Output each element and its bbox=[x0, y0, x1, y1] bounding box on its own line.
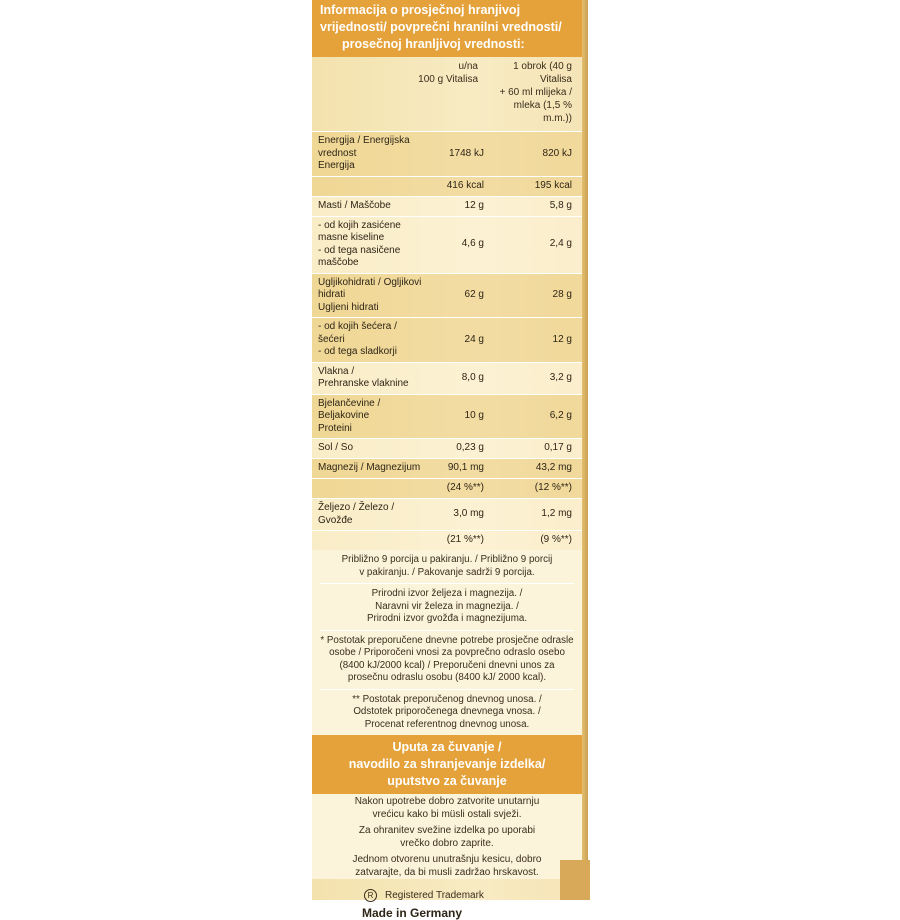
package-edge bbox=[582, 0, 588, 900]
nutrient-label: Energija / Energijska vrednost Energija bbox=[318, 135, 410, 171]
table-row bbox=[312, 478, 582, 498]
table-row bbox=[312, 362, 582, 394]
nutrient-label: - od kojih šećera / šećeri - od tega sladkorji bbox=[318, 321, 397, 357]
storage-heading-line-2: navodilo za shranjevanje izdelka/ bbox=[348, 757, 546, 771]
column-headers bbox=[312, 57, 582, 131]
nutrient-label: Masti / Maščobe bbox=[318, 199, 391, 211]
value-per-serving: (9 %**) bbox=[540, 534, 572, 546]
note-paragraph: ** Postotak preporučenog dnevnog unosa. / Odstotek priporočenega dnevnega vnosa. / Procenat referentnog dnevnog unosa. bbox=[320, 689, 574, 736]
table-row bbox=[312, 530, 582, 550]
nutrient-label bbox=[318, 482, 424, 495]
nutrient-label: Sol / So bbox=[318, 442, 354, 453]
heading-line-2: vrijednosti/ povprečni hranilni vrednosti/ bbox=[320, 20, 562, 34]
heading-line-1: Informacija o prosječnoj hranjivoj bbox=[320, 3, 521, 17]
table-row bbox=[312, 394, 582, 439]
value-per-100g: 1748 kJ bbox=[448, 147, 484, 159]
registered-icon: R bbox=[364, 889, 377, 902]
nutrition-table bbox=[312, 131, 582, 550]
table-row bbox=[312, 273, 582, 318]
value-per-100g: 90,1 mg bbox=[447, 462, 484, 474]
trademark-text: Registered Trademark bbox=[385, 890, 484, 901]
nutrient-label: Magnezij / Magnezijum bbox=[318, 462, 421, 473]
value-per-serving: 43,2 mg bbox=[535, 462, 572, 474]
package-corner bbox=[560, 860, 590, 900]
nutrition-notes bbox=[312, 550, 582, 735]
value-per-100g: 12 g bbox=[464, 199, 484, 211]
value-per-100g: 24 g bbox=[464, 333, 484, 345]
storage-heading bbox=[312, 735, 582, 794]
value-per-serving: 3,2 g bbox=[549, 371, 572, 383]
table-row bbox=[312, 216, 582, 273]
value-per-100g: 8,0 g bbox=[461, 371, 484, 383]
value-per-serving: 0,17 g bbox=[544, 442, 572, 454]
value-per-100g: 4,6 g bbox=[461, 238, 484, 250]
nutrient-label bbox=[318, 180, 424, 193]
value-per-serving: (12 %**) bbox=[534, 482, 572, 494]
nutrient-label: Željezo / Železo / Gvožđe bbox=[318, 502, 395, 526]
nutrient-label: Ugljikohidrati / Ogljikovi hidrati Ugljeni hidrati bbox=[318, 276, 422, 313]
value-per-serving: 12 g bbox=[552, 333, 572, 345]
value-per-100g: 3,0 mg bbox=[453, 508, 484, 520]
nutrient-label bbox=[318, 534, 424, 547]
storage-paragraph: Za ohranitev svežine izdelka po uporabi vrečko dobro zaprite. bbox=[358, 825, 536, 849]
storage-paragraph: Jednom otvorenu unutrašnju kesicu, dobro zatvarajte, da bi musli zadržao hrskavost. bbox=[352, 854, 542, 878]
table-row bbox=[312, 498, 582, 530]
heading-line-3: prosečnoj hranljivoj vrednosti: bbox=[342, 37, 525, 51]
table-row bbox=[312, 131, 582, 176]
nutrient-label: - od kojih zasićene masne kiseline - od tega nasičene maščobe bbox=[318, 219, 401, 268]
note-paragraph: * Postotak preporučene dnevne potrebe prosječne odrasle osobe / Priporočeni vnosi za povprečno odraslo osebo (8400 kJ/2000 kcal) / Preporučeni dnevni unos za prosečnu odraslu osobu (8400 kJ/ 2000 kcal). bbox=[320, 630, 574, 689]
table-row bbox=[312, 176, 582, 196]
storage-heading-line-3: uputstvo za čuvanje bbox=[387, 774, 507, 788]
column-per-100g: u/na 100 g Vitalisa bbox=[418, 61, 478, 85]
nutrient-label: Vlakna / Prehranske vlaknine bbox=[318, 365, 409, 389]
value-per-serving: 195 kcal bbox=[534, 179, 572, 191]
table-row bbox=[312, 458, 582, 478]
trademark-line bbox=[312, 883, 582, 902]
value-per-serving: 6,2 g bbox=[549, 410, 572, 421]
table-row bbox=[312, 317, 582, 362]
note-paragraph: Prirodni izvor željeza i magnezija. / Naravni vir železa in magnezija. / Prirodni izvor gvožđa i magnezijuma. bbox=[320, 583, 574, 630]
value-per-serving: 2,4 g bbox=[549, 238, 572, 250]
nutrition-panel bbox=[312, 0, 582, 920]
made-in-label: Made in Germany bbox=[362, 906, 463, 920]
nutrient-label: Bjelančevine / Beljakovine Proteini bbox=[318, 397, 381, 434]
storage-paragraph: Nakon upotrebe dobro zatvorite unutarnju vrećicu kako bi müsli ostali svježi. bbox=[354, 796, 540, 820]
table-row bbox=[312, 196, 582, 216]
value-per-100g: (24 %**) bbox=[446, 482, 484, 494]
table-row bbox=[312, 438, 582, 458]
value-per-serving: 1,2 mg bbox=[541, 508, 572, 520]
value-per-100g: 62 g bbox=[464, 289, 484, 300]
value-per-100g: 416 kcal bbox=[446, 179, 484, 191]
value-per-serving: 5,8 g bbox=[549, 199, 572, 211]
value-per-100g: (21 %**) bbox=[446, 534, 484, 546]
value-per-100g: 10 g bbox=[464, 410, 484, 421]
value-per-serving: 820 kJ bbox=[542, 147, 572, 159]
nutrition-heading bbox=[312, 0, 582, 57]
storage-heading-line-1: Uputa za čuvanje / bbox=[392, 740, 502, 754]
column-per-serving: 1 obrok (40 g Vitalisa + 60 ml mlijeka / mleka (1,5 % m.m.)) bbox=[499, 61, 572, 124]
value-per-serving: 28 g bbox=[552, 289, 572, 300]
value-per-100g: 0,23 g bbox=[456, 442, 484, 454]
note-paragraph: Približno 9 porcija u pakiranju. / Približno 9 porcij v pakiranju. / Pakovanje sadrži 9 porcija. bbox=[341, 554, 553, 578]
storage-instructions bbox=[312, 794, 582, 879]
